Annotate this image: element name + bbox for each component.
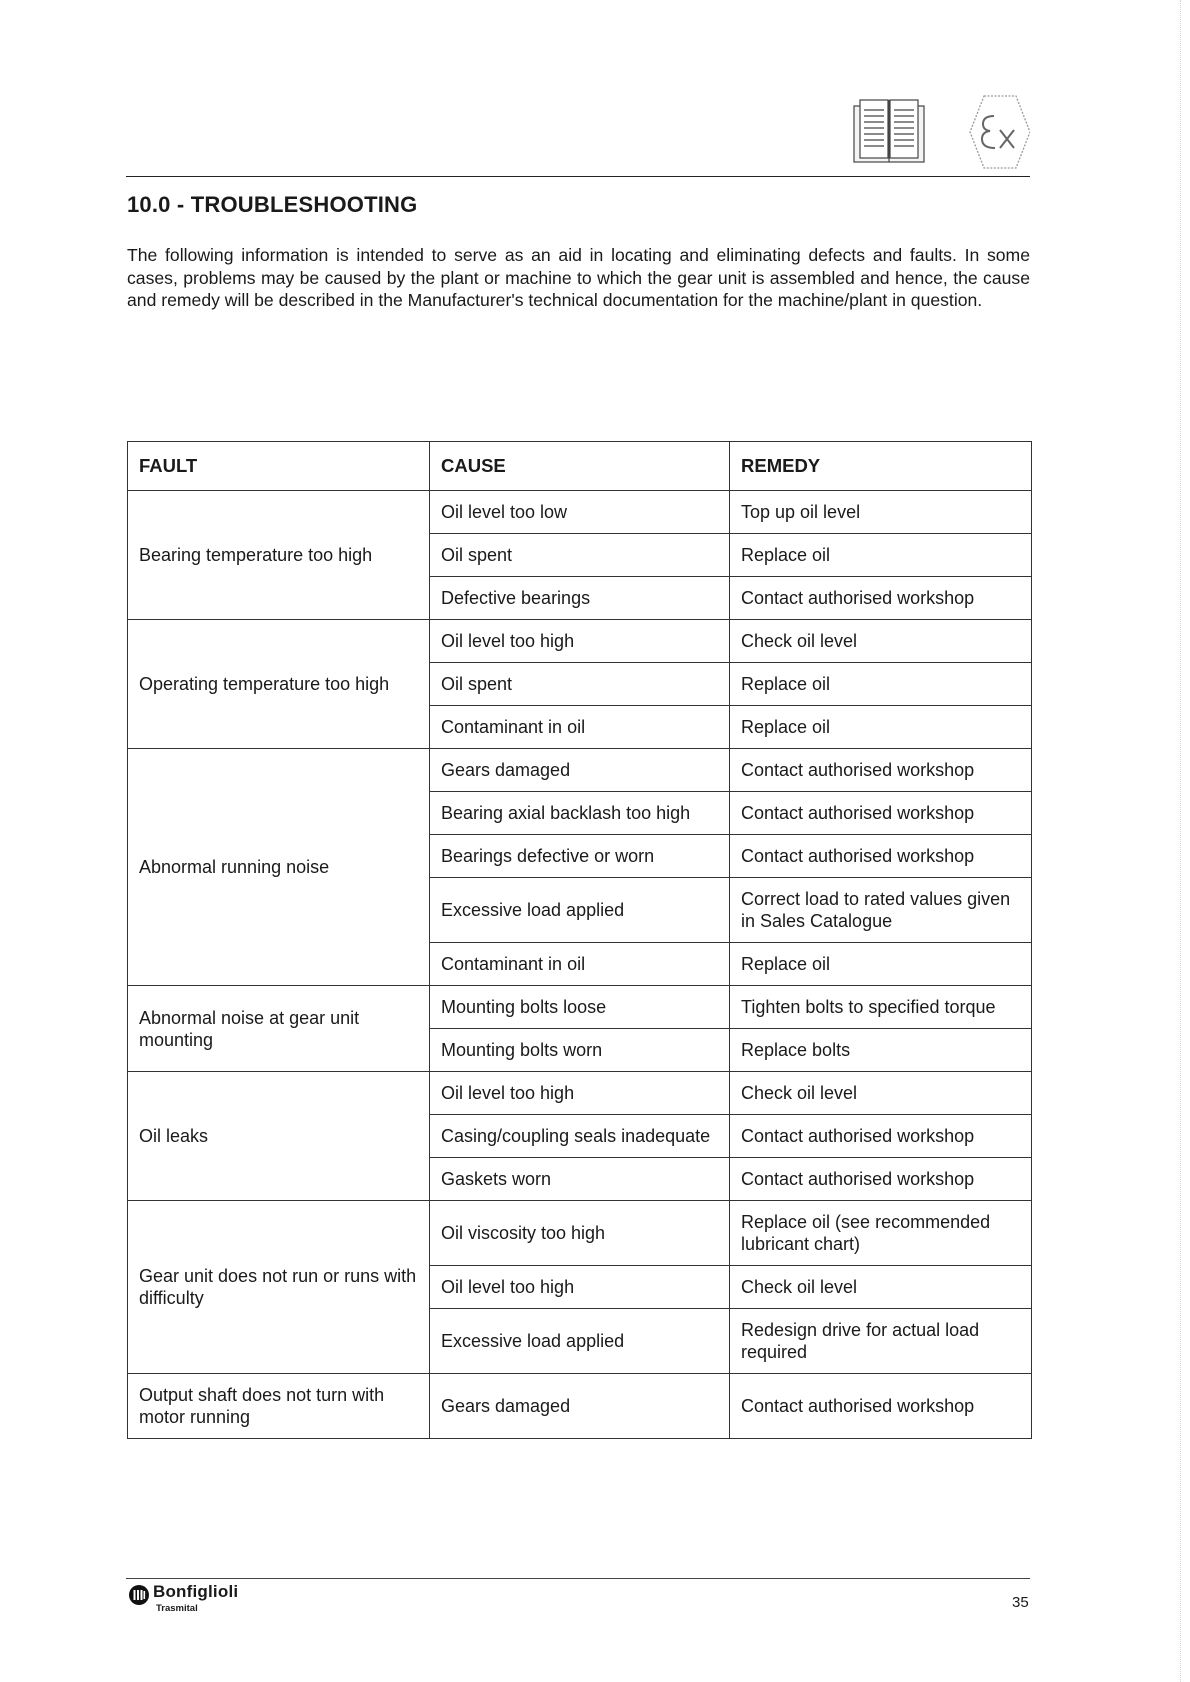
fault-cell: Operating temperature too high (128, 620, 430, 749)
fault-cell: Bearing temperature too high (128, 491, 430, 620)
table-row (128, 1201, 1032, 1266)
header-fault: FAULT (128, 442, 430, 491)
cause-cell: Contaminant in oil (430, 706, 730, 749)
remedy-cell: Replace bolts (730, 1029, 1032, 1072)
cause-cell: Bearing axial backlash too high (430, 792, 730, 835)
remedy-cell: Correct load to rated values given in Sales Catalogue (730, 878, 1032, 943)
remedy-cell: Replace oil (730, 943, 1032, 986)
fault-cell: Output shaft does not turn with motor running (128, 1374, 430, 1439)
footer-brand: Bonfiglioli (153, 1582, 239, 1601)
remedy-cell: Contact authorised workshop (730, 1158, 1032, 1201)
table-row (128, 986, 1032, 1029)
section-title: 10.0 - TROUBLESHOOTING (127, 192, 418, 217)
remedy-cell: Contact authorised workshop (730, 749, 1032, 792)
table-row (128, 749, 1032, 792)
remedy-cell: Contact authorised workshop (730, 792, 1032, 835)
cause-cell: Oil level too high (430, 1266, 730, 1309)
remedy-cell: Replace oil (730, 663, 1032, 706)
cause-cell: Oil spent (430, 534, 730, 577)
remedy-cell: Contact authorised workshop (730, 1374, 1032, 1439)
remedy-cell: Contact authorised workshop (730, 1115, 1032, 1158)
header-rule (126, 176, 1030, 177)
fault-cell: Abnormal running noise (128, 749, 430, 986)
fault-cell: Abnormal noise at gear unit mounting (128, 986, 430, 1072)
cause-cell: Contaminant in oil (430, 943, 730, 986)
page-number: 35 (1012, 1594, 1029, 1611)
remedy-cell: Replace oil (see recommended lubricant chart) (730, 1201, 1032, 1266)
header-cause: CAUSE (430, 442, 730, 491)
troubleshooting-table (127, 441, 1032, 1439)
table-row (128, 491, 1032, 534)
header-remedy: REMEDY (730, 442, 1032, 491)
remedy-cell: Contact authorised workshop (730, 577, 1032, 620)
remedy-cell: Check oil level (730, 1072, 1032, 1115)
cause-cell: Gears damaged (430, 1374, 730, 1439)
remedy-cell: Check oil level (730, 1266, 1032, 1309)
bonfiglioli-logo-icon (128, 1584, 150, 1606)
remedy-cell: Top up oil level (730, 491, 1032, 534)
remedy-cell: Replace oil (730, 534, 1032, 577)
cause-cell: Oil level too high (430, 1072, 730, 1115)
intro-paragraph: The following information is intended to serve as an aid in locating and eliminating defects and faults. In some cases, problems may be caused by the plant or machine to which the gear unit is assembled and hence, the cause and remedy will be described in the Manufacturer's technical documentation for the machine/plant in question. (127, 245, 1030, 311)
table-row (128, 1072, 1032, 1115)
fault-cell: Gear unit does not run or runs with difficulty (128, 1201, 430, 1374)
remedy-cell: Contact authorised workshop (730, 835, 1032, 878)
header-icons (852, 92, 1030, 172)
scan-margin (1180, 0, 1181, 1682)
remedy-cell: Tighten bolts to specified torque (730, 986, 1032, 1029)
cause-cell: Oil spent (430, 663, 730, 706)
fault-cell: Oil leaks (128, 1072, 430, 1201)
cause-cell: Casing/coupling seals inadequate (430, 1115, 730, 1158)
cause-cell: Oil level too high (430, 620, 730, 663)
remedy-cell: Check oil level (730, 620, 1032, 663)
cause-cell: Defective bearings (430, 577, 730, 620)
cause-cell: Excessive load applied (430, 1309, 730, 1374)
footer-rule (126, 1578, 1030, 1579)
cause-cell: Gears damaged (430, 749, 730, 792)
cause-cell: Bearings defective or worn (430, 835, 730, 878)
table-header-row (128, 442, 1032, 491)
footer-division: Trasmital (156, 1603, 198, 1614)
cause-cell: Oil viscosity too high (430, 1201, 730, 1266)
cause-cell: Mounting bolts worn (430, 1029, 730, 1072)
cause-cell: Excessive load applied (430, 878, 730, 943)
cause-cell: Oil level too low (430, 491, 730, 534)
table-row (128, 620, 1032, 663)
remedy-cell: Replace oil (730, 706, 1032, 749)
cause-cell: Gaskets worn (430, 1158, 730, 1201)
open-manual-icon (854, 100, 924, 162)
atex-ex-icon (970, 96, 1030, 168)
cause-cell: Mounting bolts loose (430, 986, 730, 1029)
table-row (128, 1374, 1032, 1439)
remedy-cell: Redesign drive for actual load required (730, 1309, 1032, 1374)
